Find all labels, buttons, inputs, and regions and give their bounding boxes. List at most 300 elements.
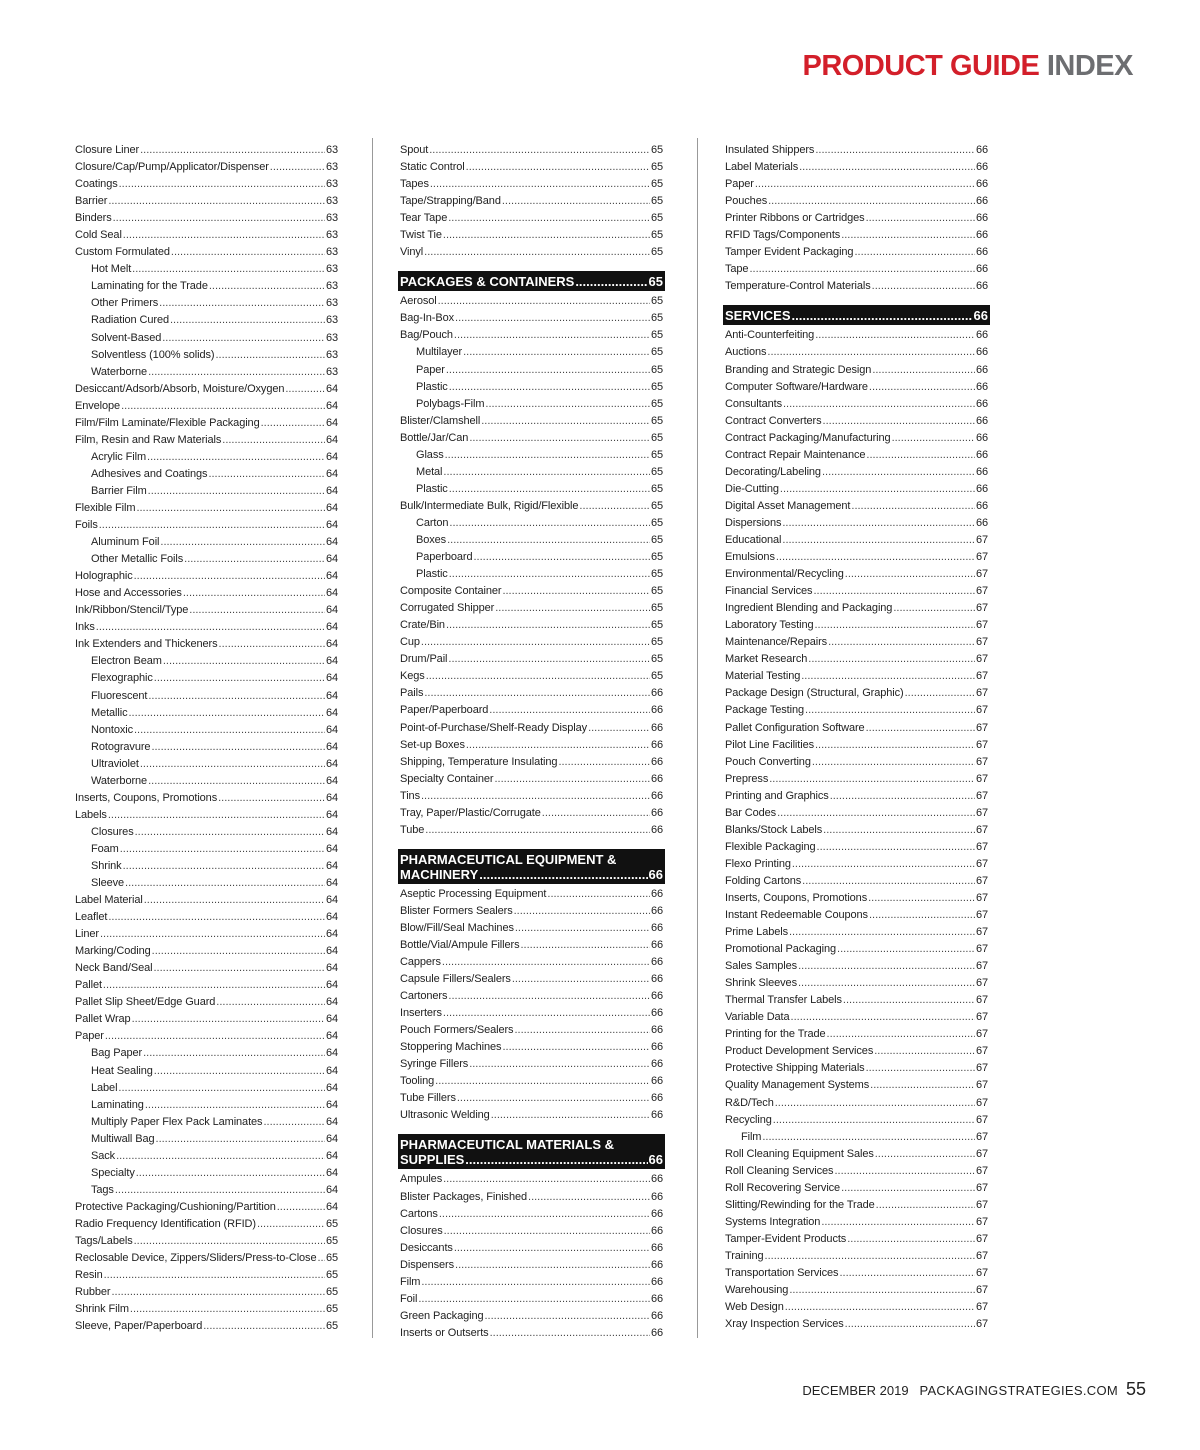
entry-page-number: 64 [325, 1166, 338, 1179]
entry-page-number: 67 [975, 755, 988, 768]
dot-leader [866, 210, 975, 227]
index-subentry [75, 705, 338, 722]
dot-leader [145, 1097, 325, 1114]
dot-leader [263, 1114, 325, 1131]
dot-leader [435, 1073, 650, 1090]
title-product-guide: PRODUCT GUIDE [802, 50, 1040, 82]
entry-page-number: 66 [975, 280, 988, 293]
entry-page-number: 64 [325, 825, 338, 838]
entry-label: Paper [416, 363, 445, 376]
entry-label: Tube Fillers [400, 1092, 456, 1105]
entry-label: Bag Paper [91, 1047, 143, 1060]
entry-page-number: 65 [650, 670, 663, 683]
index-entry [400, 903, 663, 920]
entry-label: Tins [400, 789, 420, 802]
entry-label: Digital Asset Management [725, 499, 851, 512]
dot-leader [446, 362, 650, 379]
entry-page-number: 67 [975, 891, 988, 904]
entry-label: Liner [75, 928, 99, 941]
dot-leader [466, 159, 650, 176]
index-entry [75, 1028, 338, 1045]
entry-label: Tooling [400, 1075, 435, 1088]
entry-label: Cup [400, 636, 420, 649]
index-entry [75, 568, 338, 585]
entry-label: Tags [91, 1183, 114, 1196]
entry-label: RFID Tags/Components [725, 229, 841, 242]
entry-page-number: 67 [975, 1130, 988, 1143]
dot-leader [449, 566, 650, 583]
entry-page-number: 65 [650, 602, 663, 615]
dot-leader [815, 142, 975, 159]
entry-page-number: 64 [325, 740, 338, 753]
entry-label: Other Metallic Foils [91, 553, 184, 566]
index-entry [75, 1267, 338, 1284]
index-entry [725, 634, 988, 651]
dot-leader [491, 1107, 650, 1124]
entry-label: Branding and Strategic Design [725, 363, 872, 376]
entry-page-number: 66 [975, 329, 988, 342]
entry-label: Pallet [75, 979, 102, 992]
index-subentry [400, 549, 663, 566]
index-subentry [75, 1182, 338, 1199]
dot-leader [528, 1189, 650, 1206]
index-entry [400, 498, 663, 515]
entry-label: Blister Packages, Finished [400, 1190, 528, 1203]
entry-label: Anti-Counterfeiting [725, 329, 815, 342]
index-entry [725, 244, 988, 261]
entry-page-number: 65 [325, 1286, 338, 1299]
entry-page-number: 66 [650, 990, 663, 1003]
dot-leader [108, 807, 325, 824]
index-subentry [75, 773, 338, 790]
index-entry [725, 515, 988, 532]
entry-label: Ink/Ribbon/Stencil/Type [75, 604, 189, 617]
entry-label: Folding Cartons [725, 874, 802, 887]
entry-page-number: 67 [975, 636, 988, 649]
entry-page-number: 66 [975, 212, 988, 225]
entry-label: Capsule Fillers/Sealers [400, 973, 511, 986]
index-subentry [75, 858, 338, 875]
index-entry [75, 244, 338, 261]
entry-page-number: 67 [975, 1028, 988, 1041]
entry-label: Environmental/Recycling [725, 568, 844, 581]
dot-leader [426, 668, 650, 685]
entry-label: Cartons [400, 1207, 438, 1220]
index-entry [75, 943, 338, 960]
entry-label: Waterborne [91, 774, 148, 787]
entry-page-number: 67 [975, 977, 988, 990]
entry-label: Pouches [725, 195, 768, 208]
entry-label: Electron Beam [91, 655, 162, 668]
entry-page-number: 66 [975, 161, 988, 174]
entry-label: Training [725, 1249, 764, 1262]
dot-leader [449, 481, 650, 498]
index-subentry [75, 1045, 338, 1062]
entry-label: Rubber [75, 1286, 111, 1299]
entry-label: Printer Ribbons or Cartridges [725, 212, 865, 225]
dot-leader [134, 1233, 325, 1250]
entry-label: Printing for the Trade [725, 1028, 826, 1041]
dot-leader [123, 227, 325, 244]
entry-page-number: 65 [325, 1303, 338, 1316]
dot-leader [111, 1284, 324, 1301]
entry-label: Recycling [725, 1113, 772, 1126]
dot-leader [847, 1231, 975, 1248]
entry-page-number: 64 [325, 962, 338, 975]
entry-label: Thermal Transfer Labels [725, 994, 842, 1007]
dot-leader [170, 312, 325, 329]
entry-label: Bag-In-Box [400, 312, 455, 325]
section-header [398, 271, 665, 291]
entry-page-number: 66 [650, 1075, 663, 1088]
entry-page-number: 63 [325, 178, 338, 191]
index-entry [400, 142, 663, 159]
entry-label: Nontoxic [91, 723, 133, 736]
index-entry [400, 310, 663, 327]
dot-leader [830, 788, 975, 805]
entry-label: Binders [75, 212, 112, 225]
index-subentry [75, 1114, 338, 1131]
entry-page-number: 67 [975, 704, 988, 717]
entry-label: Sleeve [91, 877, 125, 890]
entry-page-number: 64 [325, 1064, 338, 1077]
index-entry [75, 176, 338, 193]
entry-page-number: 65 [650, 533, 663, 546]
index-entry [75, 500, 338, 517]
index-entry [400, 805, 663, 822]
index-entry [400, 1325, 663, 1342]
dot-leader [449, 379, 650, 396]
entry-page-number: 66 [650, 1190, 663, 1203]
dot-leader [444, 1223, 650, 1240]
index-entry [400, 244, 663, 261]
entry-page-number: 64 [325, 433, 338, 446]
dot-leader [502, 1039, 650, 1056]
dot-leader [119, 176, 325, 193]
dot-leader [823, 413, 975, 430]
dot-leader [558, 754, 650, 771]
dot-leader [837, 941, 975, 958]
entry-label: Emulsions [725, 551, 775, 564]
entry-label: Label [91, 1081, 118, 1094]
entry-page-number: 63 [325, 161, 338, 174]
dot-leader [813, 583, 974, 600]
index-entry [75, 1011, 338, 1028]
entry-page-number: 65 [650, 178, 663, 191]
entry-label: Desiccants [400, 1241, 453, 1254]
dot-leader [108, 193, 325, 210]
entry-page-number: 64 [325, 808, 338, 821]
entry-label: Carton [416, 516, 449, 529]
dot-leader [120, 841, 325, 858]
entry-page-number: 67 [975, 994, 988, 1007]
entry-label: Kegs [400, 670, 425, 683]
index-entry [75, 994, 338, 1011]
index-entry [725, 261, 988, 278]
entry-label: Labels [75, 808, 107, 821]
entry-label: Paper [725, 178, 754, 191]
dot-leader [749, 261, 975, 278]
entry-page-number: 63 [325, 331, 338, 344]
index-entry [725, 1180, 988, 1197]
entry-label: Ultraviolet [91, 757, 139, 770]
entry-label: Inserters [400, 1007, 442, 1020]
entry-label: Foils [75, 519, 98, 532]
entry-label: Consultants [725, 397, 782, 410]
dot-leader [153, 960, 324, 977]
dot-leader [495, 771, 650, 788]
index-entry [400, 413, 663, 430]
entry-page-number: 65 [650, 431, 663, 444]
entry-page-number: 66 [650, 1326, 663, 1339]
entry-page-number: 65 [650, 585, 663, 598]
dot-leader [841, 1180, 975, 1197]
entry-label: Composite Container [400, 585, 502, 598]
entry-page-number: 66 [975, 246, 988, 259]
entry-page-number: 64 [325, 1132, 338, 1145]
entry-label: Inserts or Outserts [400, 1326, 489, 1339]
index-entry [400, 293, 663, 310]
entry-label: Cappers [400, 956, 441, 969]
index-entry [400, 1223, 663, 1240]
index-column-3 [725, 142, 988, 1333]
dot-leader [802, 873, 975, 890]
entry-page-number: 63 [325, 195, 338, 208]
entry-label: Blanks/Stock Labels [725, 823, 823, 836]
entry-page-number: 64 [325, 774, 338, 787]
entry-label: Transportation Services [725, 1267, 839, 1279]
entry-label: Material Testing [725, 670, 801, 683]
entry-label: Laboratory Testing [725, 619, 814, 632]
entry-page-number: 64 [325, 553, 338, 566]
entry-page-number: 63 [325, 229, 338, 242]
index-entry [400, 788, 663, 805]
index-entry [400, 176, 663, 193]
dot-leader [502, 193, 650, 210]
section-header-label: SUPPLIES [400, 1152, 465, 1168]
dot-leader [490, 1325, 650, 1342]
entry-label: Leaflet [75, 911, 108, 924]
entry-label: Bottle/Jar/Can [400, 431, 469, 444]
index-entry [400, 193, 663, 210]
entry-label: Inks [75, 621, 95, 634]
entry-page-number: 65 [650, 482, 663, 495]
index-entry [725, 1248, 988, 1265]
entry-page-number: 65 [650, 397, 663, 410]
index-entry [725, 805, 988, 822]
entry-label: Protective Packaging/Cushioning/Partition [75, 1200, 276, 1213]
dot-leader [184, 551, 325, 568]
index-entry [725, 1112, 988, 1129]
dot-leader [872, 362, 975, 379]
entry-page-number: 64 [325, 1183, 338, 1196]
entry-page-number: 67 [975, 1062, 988, 1075]
page-footer [802, 1379, 1146, 1399]
dot-leader [421, 634, 650, 651]
index-entry [75, 960, 338, 977]
dot-leader [163, 653, 325, 670]
entry-page-number: 67 [975, 1164, 988, 1177]
dot-leader [99, 517, 325, 534]
entry-page-number: 64 [325, 1047, 338, 1060]
dot-leader [579, 498, 650, 515]
entry-page-number: 66 [650, 772, 663, 785]
entry-page-number: 66 [650, 1224, 663, 1237]
index-entry [400, 702, 663, 719]
entry-label: Maintenance/Repairs [725, 636, 828, 649]
entry-label: Aluminum Foil [91, 536, 160, 549]
index-entry [725, 413, 988, 430]
dot-leader [148, 364, 325, 381]
dot-leader [866, 720, 975, 737]
entry-page-number: 64 [325, 1200, 338, 1213]
entry-page-number: 66 [650, 938, 663, 951]
dot-leader [780, 481, 975, 498]
entry-label: Contract Repair Maintenance [725, 448, 866, 461]
entry-page-number: 64 [325, 501, 338, 514]
entry-page-number: 65 [650, 312, 663, 325]
index-entry [725, 278, 988, 295]
entry-page-number: 63 [325, 246, 338, 259]
entry-label: Warehousing [725, 1284, 789, 1297]
entry-label: Specialty [91, 1166, 135, 1179]
entry-page-number: 63 [325, 212, 338, 225]
index-entry [75, 1199, 338, 1216]
dot-leader [767, 344, 975, 361]
index-entry [725, 566, 988, 583]
entry-page-number: 64 [325, 536, 338, 549]
entry-page-number: 65 [325, 1217, 338, 1230]
dot-leader [136, 500, 325, 517]
entry-page-number: 65 [325, 1269, 338, 1282]
dot-leader [209, 278, 325, 295]
section-header-label: MACHINERY [400, 866, 479, 882]
entry-page-number: 66 [650, 904, 663, 917]
entry-page-number: 64 [325, 638, 338, 651]
index-entry [400, 210, 663, 227]
index-entry [725, 702, 988, 719]
entry-label: Crate/Bin [400, 619, 445, 632]
section-header-label: PACKAGES & CONTAINERS [400, 274, 575, 290]
dot-leader [448, 988, 650, 1005]
dot-leader [132, 1011, 325, 1028]
index-entry [725, 1009, 988, 1026]
entry-label: Pouch Formers/Sealers [400, 1024, 514, 1037]
entry-page-number: 66 [650, 1092, 663, 1105]
entry-page-number: 66 [975, 414, 988, 427]
entry-label: Laminating [91, 1098, 144, 1111]
entry-page-number: 67 [975, 1011, 988, 1024]
dot-leader [547, 886, 650, 903]
entry-page-number: 66 [650, 755, 663, 768]
index-entry [400, 822, 663, 839]
index-entry [400, 1206, 663, 1223]
index-entry [725, 396, 988, 413]
index-entry [725, 362, 988, 379]
dot-leader [421, 1274, 650, 1291]
index-subentry [75, 330, 338, 347]
entry-label: Resin [75, 1269, 103, 1282]
entry-label: Adhesives and Coatings [91, 467, 208, 480]
entry-label: Tags/Labels [75, 1235, 133, 1247]
entry-label: Roll Cleaning Equipment Sales [725, 1147, 874, 1160]
entry-page-number: 64 [325, 928, 338, 941]
index-entry [400, 1308, 663, 1325]
entry-page-number: 67 [975, 670, 988, 683]
entry-page-number: 66 [650, 1173, 663, 1186]
entry-page-number: 64 [325, 399, 338, 412]
entry-label: Envelope [75, 399, 121, 412]
dot-leader [801, 668, 975, 685]
entry-label: Closures [91, 825, 134, 838]
dot-leader [443, 1005, 650, 1022]
entry-page-number: 67 [975, 1284, 988, 1297]
dot-leader [798, 958, 975, 975]
entry-page-number: 66 [650, 887, 663, 900]
index-entry [725, 142, 988, 159]
index-subentry [400, 362, 663, 379]
dot-leader [438, 293, 650, 310]
index-subentry [400, 515, 663, 532]
section-header-line2 [400, 867, 663, 882]
entry-label: Multiwall Bag [91, 1132, 155, 1145]
entry-label: Radio Frequency Identification (RFID) [75, 1217, 256, 1230]
entry-label: Educational [725, 533, 782, 546]
issue-date: DECEMBER 2019 [802, 1383, 909, 1398]
index-entry [725, 1146, 988, 1163]
index-subentry [75, 347, 338, 364]
index-subentry [75, 483, 338, 500]
dot-leader [875, 1146, 975, 1163]
dot-leader [791, 1009, 975, 1026]
entry-label: Paper/Paperboard [400, 704, 489, 717]
section-header [723, 305, 990, 325]
entry-page-number: 66 [650, 1041, 663, 1054]
entry-label: Flexo Printing [725, 857, 791, 870]
dot-leader [485, 396, 650, 413]
entry-page-number: 67 [975, 568, 988, 581]
dot-leader [869, 907, 975, 924]
index-entry [75, 1301, 338, 1318]
dot-leader [817, 839, 975, 856]
dot-leader [208, 466, 325, 483]
dot-leader [815, 617, 975, 634]
entry-label: Sleeve, Paper/Paperboard [75, 1320, 203, 1333]
entry-label: Drum/Pail [400, 653, 448, 666]
entry-label: Film [400, 1275, 421, 1288]
entry-page-number: 66 [975, 178, 988, 191]
dot-leader [845, 566, 975, 583]
index-subentry [400, 447, 663, 464]
section-page-number: 66 [973, 308, 988, 324]
index-subentry [75, 449, 338, 466]
dot-leader [839, 1265, 975, 1282]
dot-leader [148, 773, 325, 790]
entry-page-number: 67 [975, 1181, 988, 1194]
index-entry [75, 432, 338, 449]
entry-page-number: 67 [975, 823, 988, 836]
entry-label: Systems Integration [725, 1215, 821, 1228]
index-entry [725, 227, 988, 244]
entry-page-number: 67 [975, 926, 988, 939]
dot-leader [866, 447, 975, 464]
dot-leader [134, 722, 325, 739]
index-entry [400, 1073, 663, 1090]
dot-leader [777, 805, 975, 822]
dot-leader [144, 892, 325, 909]
index-subentry [400, 344, 663, 361]
entry-label: Hose and Accessories [75, 587, 182, 600]
